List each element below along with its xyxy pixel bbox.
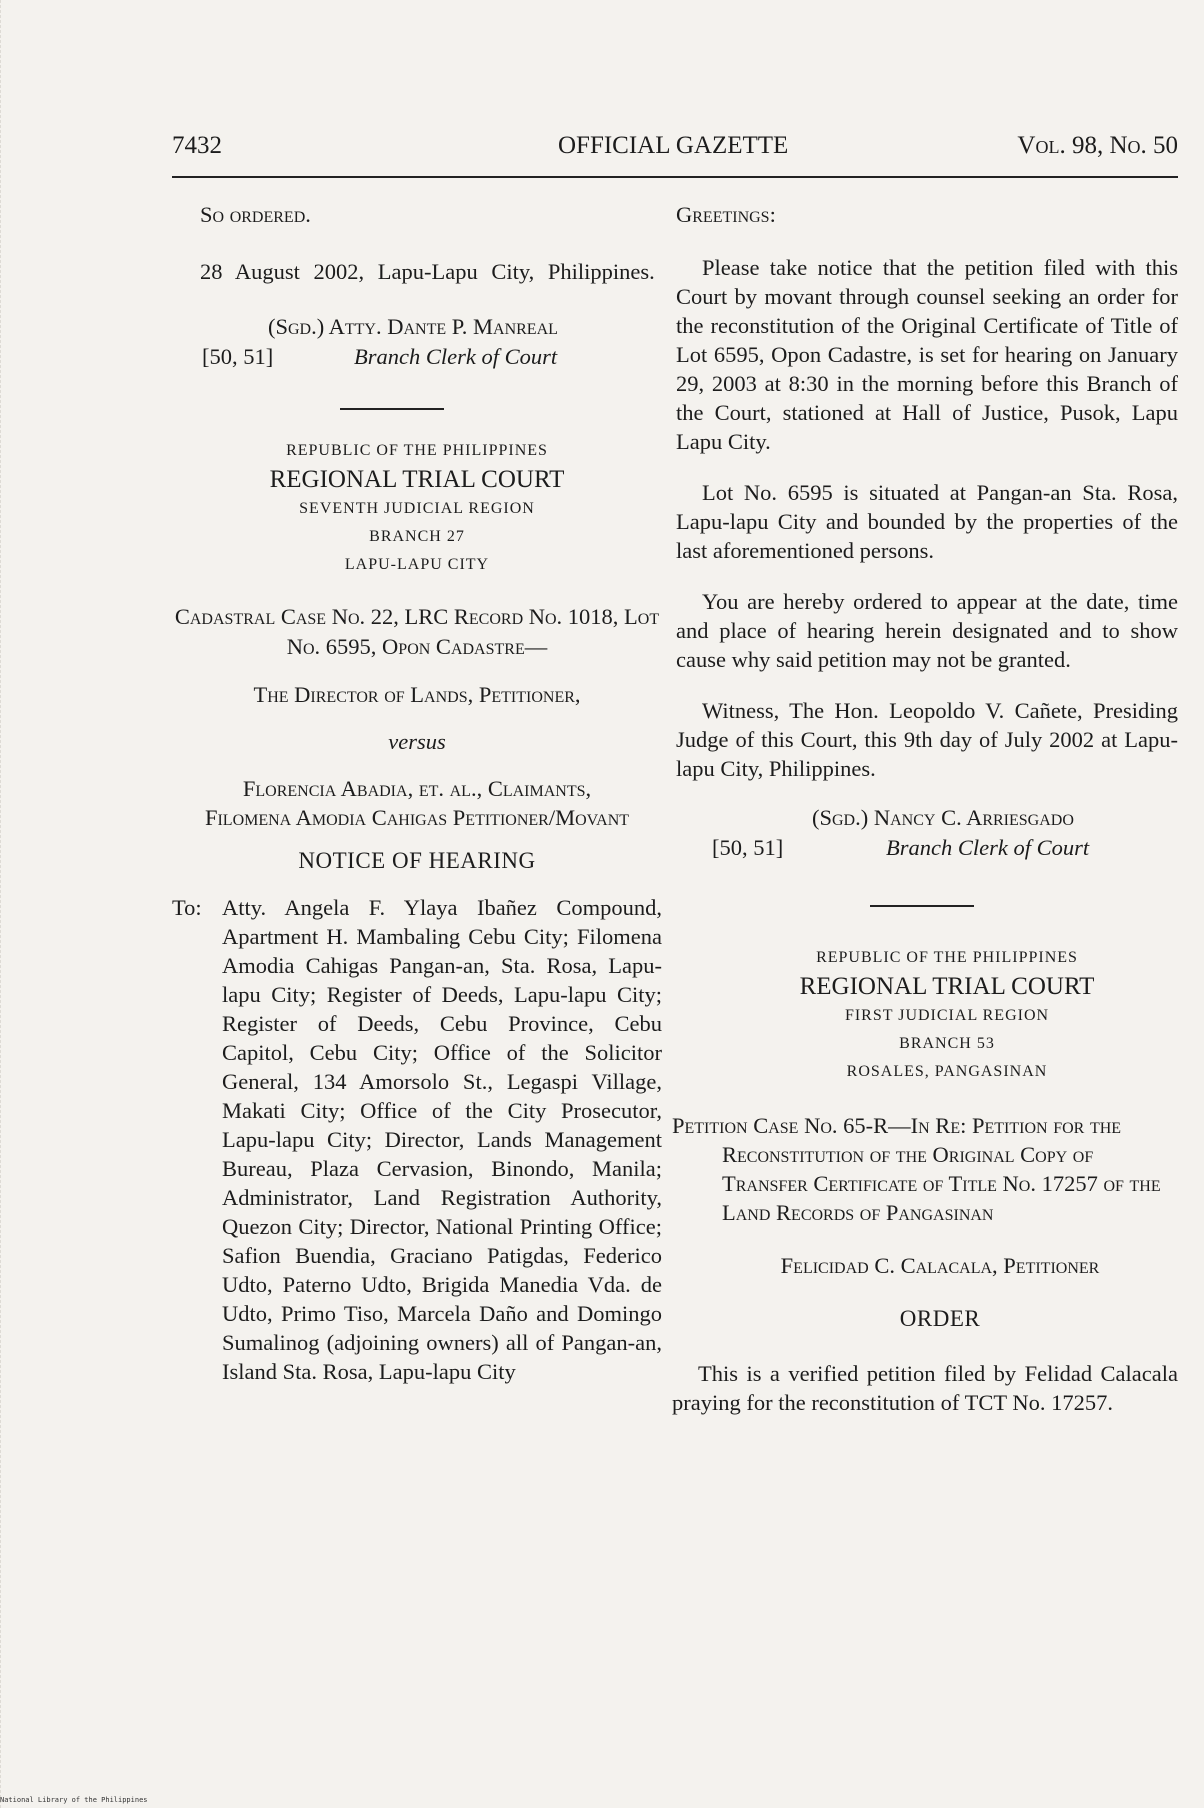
page-number: 7432	[172, 132, 222, 159]
case-title: Cadastral Case No. 22, LRC Record No. 1018, Lot No. 6595, Opon Cadastre—	[174, 604, 660, 659]
section-divider	[340, 408, 444, 410]
volume-number: Vol. 98, No. 50	[1017, 132, 1178, 159]
page-header	[172, 132, 1178, 172]
court-name: REGIONAL TRIAL COURT	[269, 466, 565, 493]
versus-label: versus	[388, 729, 446, 754]
issue-bracket: [50, 51]	[712, 835, 784, 860]
court-city: ROSALES, PANGASINAN	[846, 1063, 1048, 1080]
signature-block-1	[172, 312, 662, 374]
notice-paragraph-1: Please take notice that the petition filed with this Court by movant through counsel seeking an order for the reconstitution of the Original Certificate of Title of Lot 6595, Opon Cadastre, is set for hearing on January 29, 2003 at 8:30 in the morning before this Branch of the Court, stationed at Hall of Justice, Pusok, Lapu Lapu City.	[676, 255, 1178, 454]
judicial-region: FIRST JUDICIAL REGION	[844, 1007, 1050, 1024]
header-rule	[172, 176, 1178, 178]
notice-paragraph-3: You are hereby ordered to appear at the date, time and place of hearing herein designated and to show cause why said petition may not be granted.	[676, 589, 1178, 672]
section-divider	[870, 905, 974, 907]
court-branch: BRANCH 27	[369, 528, 465, 545]
publication-title: OFFICIAL GAZETTE	[558, 132, 789, 159]
court-branch: BRANCH 53	[899, 1035, 995, 1052]
petition-case-title: Petition Case No. 65-R—In Re: Petition for the Reconstitution of the Original Copy of Transfer Certificate of Title No. 17257 of the Land Records of Pangasinan	[672, 1113, 1161, 1225]
order-heading: ORDER	[899, 1306, 981, 1331]
petitioner-line: The Director of Lands, Petitioner,	[253, 682, 581, 707]
court-heading-2	[676, 945, 1178, 1085]
signatory-name: (Sgd.) Nancy C. Arriesgado	[812, 805, 1074, 830]
signature-block-2	[676, 803, 1178, 865]
republic-line: REPUBLIC OF THE PHILIPPINES	[816, 949, 1078, 966]
greetings: Greetings:	[676, 202, 776, 227]
date-line: 28 August 2002, Lapu-Lapu City, Philippines.	[200, 259, 655, 284]
library-credit: National Library of the Philippines	[0, 1796, 148, 1804]
issue-bracket: [50, 51]	[202, 344, 274, 369]
claimants-line: Florencia Abadia, et. al., Claimants,	[242, 776, 592, 801]
petitioner-line: Felicidad C. Calacala, Petitioner	[780, 1253, 1100, 1278]
court-name: REGIONAL TRIAL COURT	[799, 973, 1095, 1000]
movant-line: Filomena Amodia Cahigas Petitioner/Movant	[204, 805, 630, 830]
right-column	[672, 200, 1178, 1417]
so-ordered: So ordered.	[200, 202, 311, 227]
notice-heading: NOTICE OF HEARING	[298, 848, 536, 873]
left-column	[172, 200, 662, 1386]
addressee-list	[172, 893, 662, 1386]
court-heading-1	[172, 438, 662, 578]
scan-margin-edge	[0, 0, 91, 1808]
notice-paragraph-2: Lot No. 6595 is situated at Pangan-an Sta. Rosa, Lapu-lapu City and bounded by the properties of the last aforementioned persons.	[676, 480, 1178, 563]
court-city: LAPU-LAPU CITY	[344, 556, 490, 573]
addressee-text: Atty. Angela F. Ylaya Ibañez Compound, Apartment H. Mambaling Cebu City; Filomena Amodia Cahigas Pangan-an, Sta. Rosa, Lapu-lapu City; Register of Deeds, Lapu-lapu City; Register of Deeds, Cebu Province, Cebu Capitol, Cebu City; Office of the Solicitor General, 134 Amorsolo St., Legaspi Village, Makati City; Office of the City Prosecutor, Lapu-lapu City; Director, Lands Management Bureau, Plaza Cervasion, Binondo, Manila; Administrator, Land Registration Authority, Quezon City; Director, National Printing Office; Safion Buendia, Graciano Patigdas, Federico Udto, Paterno Udto, Brigida Manedia Vda. de Udto, Primo Tiso, Marcela Daño and Domingo Sumalinog (adjoining owners) all of Pangan-an, Island Sta. Rosa, Lapu-lapu City	[222, 895, 662, 1384]
republic-line: REPUBLIC OF THE PHILIPPINES	[286, 442, 548, 459]
order-paragraph: This is a verified petition filed by Felidad Calacala praying for the reconstitution of TCT No. 17257.	[672, 1361, 1178, 1415]
witness-paragraph: Witness, The Hon. Leopoldo V. Cañete, Presiding Judge of this Court, this 9th day of July 2002 at Lapu-lapu City, Philippines.	[676, 698, 1178, 781]
judicial-region: SEVENTH JUDICIAL REGION	[299, 500, 535, 517]
signatory-title: Branch Clerk of Court	[354, 344, 558, 369]
to-label: To:	[172, 895, 202, 920]
signatory-name: (Sgd.) Atty. Dante P. Manreal	[268, 314, 558, 339]
signatory-title: Branch Clerk of Court	[886, 835, 1090, 860]
